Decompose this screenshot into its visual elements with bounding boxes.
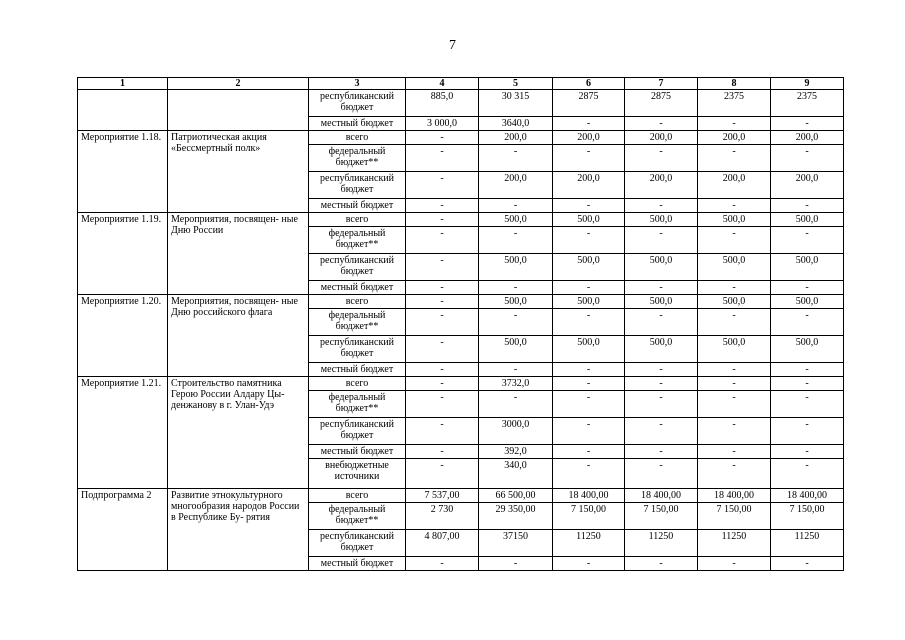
value-cell: - bbox=[771, 227, 844, 254]
value-cell: - bbox=[553, 145, 625, 172]
funding-category: республиканский бюджет bbox=[309, 172, 406, 199]
funding-category: федеральный бюджет** bbox=[309, 227, 406, 254]
value-cell: 37150 bbox=[479, 530, 553, 557]
funding-category: местный бюджет bbox=[309, 445, 406, 459]
value-cell: - bbox=[698, 145, 771, 172]
value-cell: 500,0 bbox=[479, 254, 553, 281]
column-header: 9 bbox=[771, 78, 844, 90]
value-cell: - bbox=[771, 377, 844, 391]
event-name-cell bbox=[78, 90, 168, 131]
value-cell: - bbox=[553, 391, 625, 418]
value-cell: - bbox=[553, 227, 625, 254]
value-cell: - bbox=[406, 309, 479, 336]
funding-category: федеральный бюджет** bbox=[309, 391, 406, 418]
value-cell: 18 400,00 bbox=[771, 489, 844, 503]
value-cell: - bbox=[698, 117, 771, 131]
value-cell: 200,0 bbox=[479, 172, 553, 199]
value-cell: - bbox=[625, 145, 698, 172]
funding-category: местный бюджет bbox=[309, 281, 406, 295]
value-cell: 500,0 bbox=[553, 213, 625, 227]
value-cell: - bbox=[479, 145, 553, 172]
value-cell: - bbox=[625, 459, 698, 489]
value-cell: - bbox=[479, 363, 553, 377]
column-header: 1 bbox=[78, 78, 168, 90]
event-name: Мероприятие 1.20. bbox=[78, 295, 168, 377]
funding-category: республиканский бюджет bbox=[309, 254, 406, 281]
value-cell: 500,0 bbox=[698, 254, 771, 281]
value-cell: 500,0 bbox=[479, 336, 553, 363]
value-cell: 7 537,00 bbox=[406, 489, 479, 503]
value-cell: - bbox=[479, 199, 553, 213]
value-cell: 18 400,00 bbox=[625, 489, 698, 503]
value-cell: - bbox=[553, 377, 625, 391]
column-header: 7 bbox=[625, 78, 698, 90]
value-cell: 66 500,00 bbox=[479, 489, 553, 503]
event-description: Патриотическая акция «Бессмертный полк» bbox=[168, 131, 309, 213]
value-cell: 500,0 bbox=[625, 254, 698, 281]
value-cell: - bbox=[625, 281, 698, 295]
funding-category: республиканский бюджет bbox=[309, 418, 406, 445]
value-cell: 2 730 bbox=[406, 503, 479, 530]
value-cell: - bbox=[625, 199, 698, 213]
value-cell: 30 315 bbox=[479, 90, 553, 117]
value-cell: - bbox=[406, 336, 479, 363]
column-header: 3 bbox=[309, 78, 406, 90]
value-cell: - bbox=[771, 363, 844, 377]
value-cell: - bbox=[698, 391, 771, 418]
funding-category: республиканский бюджет bbox=[309, 336, 406, 363]
table-row bbox=[78, 489, 844, 503]
value-cell: - bbox=[406, 254, 479, 281]
value-cell: - bbox=[625, 445, 698, 459]
value-cell: - bbox=[698, 199, 771, 213]
value-cell: - bbox=[406, 363, 479, 377]
value-cell: - bbox=[406, 391, 479, 418]
value-cell: 11250 bbox=[625, 530, 698, 557]
value-cell: 200,0 bbox=[625, 172, 698, 199]
table-row bbox=[78, 295, 844, 309]
value-cell: - bbox=[698, 377, 771, 391]
funding-category: всего bbox=[309, 377, 406, 391]
value-cell: - bbox=[698, 459, 771, 489]
value-cell: - bbox=[625, 117, 698, 131]
value-cell: 500,0 bbox=[479, 295, 553, 309]
page-number: 7 bbox=[449, 38, 456, 53]
value-cell: 11250 bbox=[771, 530, 844, 557]
value-cell: 11250 bbox=[698, 530, 771, 557]
event-description-cell bbox=[168, 90, 309, 131]
value-cell: - bbox=[771, 117, 844, 131]
table-row bbox=[78, 377, 844, 391]
value-cell: 3 000,0 bbox=[406, 117, 479, 131]
value-cell: 500,0 bbox=[625, 213, 698, 227]
value-cell: - bbox=[625, 418, 698, 445]
value-cell: - bbox=[553, 309, 625, 336]
funding-category: всего bbox=[309, 213, 406, 227]
column-header: 6 bbox=[553, 78, 625, 90]
funding-category: всего bbox=[309, 489, 406, 503]
column-header: 2 bbox=[168, 78, 309, 90]
value-cell: 500,0 bbox=[625, 295, 698, 309]
value-cell: 200,0 bbox=[771, 172, 844, 199]
value-cell: - bbox=[625, 227, 698, 254]
value-cell: 500,0 bbox=[625, 336, 698, 363]
event-name: Мероприятие 1.21. bbox=[78, 377, 168, 489]
value-cell: - bbox=[406, 172, 479, 199]
value-cell: 500,0 bbox=[771, 336, 844, 363]
value-cell: 7 150,00 bbox=[625, 503, 698, 530]
value-cell: 200,0 bbox=[479, 131, 553, 145]
value-cell: 2875 bbox=[625, 90, 698, 117]
event-description: Мероприятия, посвящен- ные Дню России bbox=[168, 213, 309, 295]
value-cell: - bbox=[698, 363, 771, 377]
value-cell: 2375 bbox=[771, 90, 844, 117]
value-cell: - bbox=[406, 145, 479, 172]
value-cell: - bbox=[625, 391, 698, 418]
table-row bbox=[78, 213, 844, 227]
value-cell: 392,0 bbox=[479, 445, 553, 459]
value-cell: 200,0 bbox=[625, 131, 698, 145]
funding-category: федеральный бюджет** bbox=[309, 145, 406, 172]
value-cell: - bbox=[406, 377, 479, 391]
value-cell: 500,0 bbox=[771, 295, 844, 309]
column-header: 8 bbox=[698, 78, 771, 90]
value-cell: 500,0 bbox=[771, 213, 844, 227]
value-cell: 200,0 bbox=[553, 172, 625, 199]
value-cell: - bbox=[553, 557, 625, 571]
value-cell: - bbox=[406, 445, 479, 459]
value-cell: - bbox=[553, 281, 625, 295]
funding-category: местный бюджет bbox=[309, 363, 406, 377]
value-cell: 500,0 bbox=[553, 254, 625, 281]
value-cell: - bbox=[771, 459, 844, 489]
value-cell: 500,0 bbox=[771, 254, 844, 281]
funding-category: местный бюджет bbox=[309, 557, 406, 571]
funding-category: всего bbox=[309, 131, 406, 145]
value-cell: 29 350,00 bbox=[479, 503, 553, 530]
value-cell: - bbox=[771, 445, 844, 459]
header-row bbox=[78, 78, 844, 90]
event-description: Развитие этнокультурного многообразия народов России в Республике Бу- рятия bbox=[168, 489, 309, 571]
value-cell: 7 150,00 bbox=[698, 503, 771, 530]
value-cell: - bbox=[406, 199, 479, 213]
funding-category: федеральный бюджет** bbox=[309, 503, 406, 530]
value-cell: - bbox=[771, 309, 844, 336]
value-cell: - bbox=[698, 281, 771, 295]
value-cell: - bbox=[406, 459, 479, 489]
value-cell: 500,0 bbox=[553, 295, 625, 309]
value-cell: - bbox=[479, 227, 553, 254]
value-cell: - bbox=[771, 391, 844, 418]
value-cell: 500,0 bbox=[698, 295, 771, 309]
value-cell: - bbox=[479, 391, 553, 418]
value-cell: 500,0 bbox=[479, 213, 553, 227]
value-cell: 3732,0 bbox=[479, 377, 553, 391]
column-header: 4 bbox=[406, 78, 479, 90]
value-cell: 500,0 bbox=[698, 213, 771, 227]
event-name: Мероприятие 1.19. bbox=[78, 213, 168, 295]
value-cell: - bbox=[406, 131, 479, 145]
funding-category: местный бюджет bbox=[309, 117, 406, 131]
funding-category: республиканский бюджет bbox=[309, 530, 406, 557]
value-cell: - bbox=[625, 377, 698, 391]
value-cell: - bbox=[553, 445, 625, 459]
value-cell: 500,0 bbox=[698, 336, 771, 363]
value-cell: - bbox=[771, 145, 844, 172]
event-name: Мероприятие 1.18. bbox=[78, 131, 168, 213]
value-cell: - bbox=[553, 459, 625, 489]
event-description: Мероприятия, посвящен- ные Дню российского флага bbox=[168, 295, 309, 377]
value-cell: 500,0 bbox=[553, 336, 625, 363]
value-cell: - bbox=[553, 363, 625, 377]
value-cell: 885,0 bbox=[406, 90, 479, 117]
funding-category: всего bbox=[309, 295, 406, 309]
event-description: Строительство памятника Герою России Алдару Цы- денжанову в г. Улан-Удэ bbox=[168, 377, 309, 489]
value-cell: - bbox=[698, 309, 771, 336]
funding-category: внебюджетные источники bbox=[309, 459, 406, 489]
value-cell: - bbox=[553, 117, 625, 131]
value-cell: 3000,0 bbox=[479, 418, 553, 445]
value-cell: 11250 bbox=[553, 530, 625, 557]
value-cell: - bbox=[625, 557, 698, 571]
value-cell: 7 150,00 bbox=[553, 503, 625, 530]
value-cell: 2375 bbox=[698, 90, 771, 117]
value-cell: 18 400,00 bbox=[553, 489, 625, 503]
value-cell: - bbox=[698, 445, 771, 459]
funding-category: федеральный бюджет** bbox=[309, 309, 406, 336]
value-cell: 200,0 bbox=[698, 172, 771, 199]
value-cell: - bbox=[553, 199, 625, 213]
funding-category: республиканский бюджет bbox=[309, 90, 406, 117]
value-cell: - bbox=[771, 557, 844, 571]
value-cell: - bbox=[406, 281, 479, 295]
value-cell: - bbox=[406, 295, 479, 309]
value-cell: 3640,0 bbox=[479, 117, 553, 131]
funding-category: местный бюджет bbox=[309, 199, 406, 213]
value-cell: - bbox=[771, 199, 844, 213]
value-cell: 200,0 bbox=[698, 131, 771, 145]
value-cell: - bbox=[625, 309, 698, 336]
value-cell: 340,0 bbox=[479, 459, 553, 489]
event-name: Подпрограмма 2 bbox=[78, 489, 168, 571]
value-cell: - bbox=[771, 281, 844, 295]
value-cell: - bbox=[406, 213, 479, 227]
value-cell: 200,0 bbox=[553, 131, 625, 145]
value-cell: - bbox=[698, 557, 771, 571]
table-row bbox=[78, 131, 844, 145]
budget-table bbox=[77, 77, 844, 571]
value-cell: 2875 bbox=[553, 90, 625, 117]
value-cell: - bbox=[698, 227, 771, 254]
value-cell: 7 150,00 bbox=[771, 503, 844, 530]
value-cell: 4 807,00 bbox=[406, 530, 479, 557]
value-cell: - bbox=[698, 418, 771, 445]
value-cell: - bbox=[479, 281, 553, 295]
table-row bbox=[78, 90, 844, 117]
value-cell: - bbox=[406, 557, 479, 571]
value-cell: - bbox=[771, 418, 844, 445]
value-cell: - bbox=[479, 557, 553, 571]
value-cell: - bbox=[479, 309, 553, 336]
value-cell: 18 400,00 bbox=[698, 489, 771, 503]
value-cell: - bbox=[625, 363, 698, 377]
column-header: 5 bbox=[479, 78, 553, 90]
value-cell: - bbox=[406, 227, 479, 254]
value-cell: 200,0 bbox=[771, 131, 844, 145]
value-cell: - bbox=[406, 418, 479, 445]
value-cell: - bbox=[553, 418, 625, 445]
